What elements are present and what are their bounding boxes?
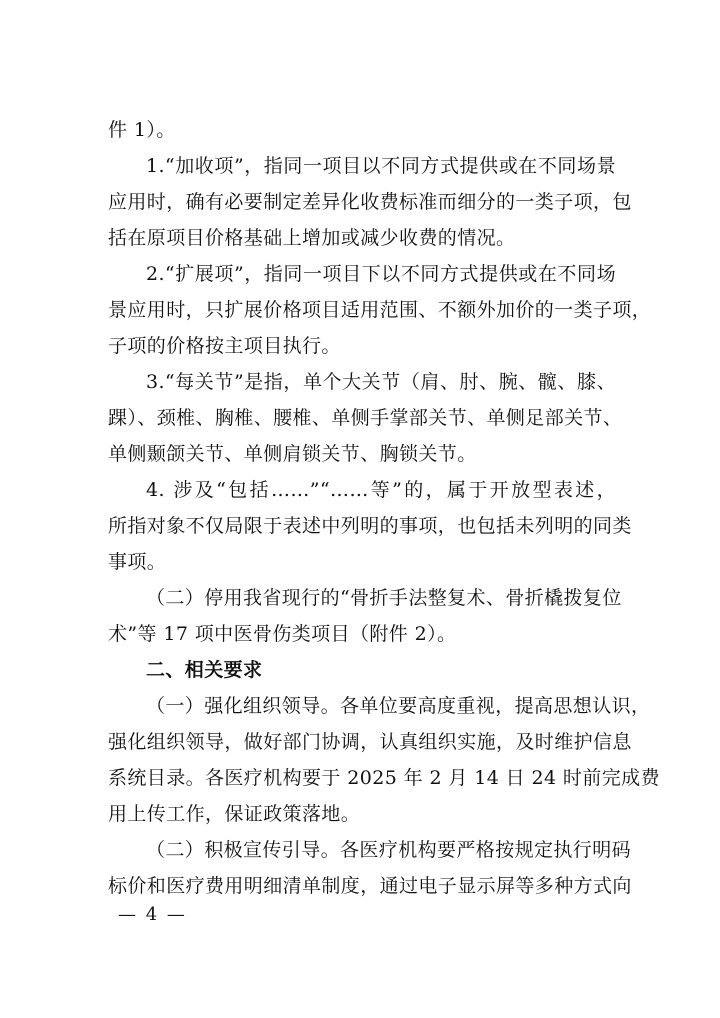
- text-line: 事项。: [108, 551, 167, 573]
- text-line: 标价和医疗费用明细清单制度，通过电子显示屏等多种方式向: [108, 875, 632, 897]
- text-line: 单侧颞颌关节、单侧肩锁关节、胸锁关节。: [108, 443, 477, 465]
- text-line: 件 1）。: [108, 119, 176, 141]
- text-line: 景应用时，只扩展价格项目适用范围、不额外加价的一类子项，: [108, 299, 652, 321]
- text-line: 括在原项目价格基础上增加或减少收费的情况。: [108, 227, 516, 249]
- text-line: （一）强化组织领导。各单位要高度重视，提高思想认识，: [146, 695, 651, 717]
- text-line: 应用时，确有必要制定差异化收费标准而细分的一类子项，包: [108, 191, 632, 213]
- text-line: 用上传工作，保证政策落地。: [108, 803, 361, 825]
- page-number: — 4 —: [118, 904, 187, 925]
- text-line: 踝）、颈椎、胸椎、腰椎、单侧手掌部关节、单侧足部关节、: [108, 407, 623, 429]
- text-line: 术”等 17 项中医骨伤类项目（附件 2）。: [108, 623, 457, 645]
- text-line: 3.“每关节”是指，单个大关节（肩、肘、腕、髋、膝、: [146, 371, 616, 393]
- text-line: 所指对象不仅局限于表述中列明的事项，也包括未列明的同类: [108, 515, 632, 537]
- text-line: 4. 涉及“包括……”“……等”的，属于开放型表述，: [146, 479, 616, 501]
- text-line: 2.“扩展项”，指同一项目下以不同方式提供或在不同场: [146, 263, 616, 285]
- text-line: 系统目录。各医疗机构要于 2025 年 2 月 14 日 24 时前完成费: [108, 767, 660, 789]
- text-line: （二）积极宣传引导。各医疗机构要严格按规定执行明码: [146, 839, 632, 861]
- text-line: （二）停用我省现行的“骨折手法整复术、骨折橇拨复位: [146, 587, 622, 609]
- text-line: 1.“加收项”，指同一项目以不同方式提供或在不同场景: [146, 155, 616, 177]
- text-line: 子项的价格按主项目执行。: [108, 335, 341, 357]
- section-heading: 二、相关要求: [146, 659, 263, 681]
- text-line: 强化组织领导，做好部门协调，认真组织实施，及时维护信息: [108, 731, 632, 753]
